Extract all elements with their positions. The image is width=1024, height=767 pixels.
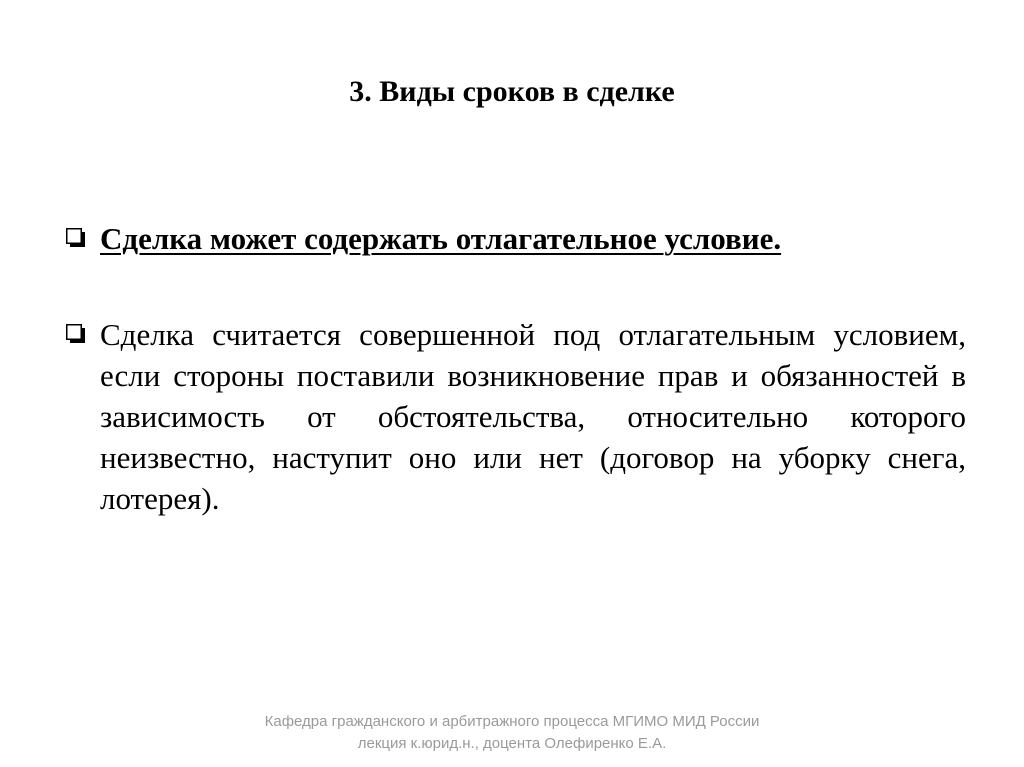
slide-title: 3. Виды сроков в сделке <box>349 75 675 108</box>
footer-lecturer: лекция к.юрид.н., доцента Олефиренко Е.А. <box>357 735 667 752</box>
footer-department: Кафедра гражданского и арбитражного процесса МГИМО МИД России <box>264 713 760 730</box>
bullet-text: Сделка может содержать отлагательное условие. <box>100 221 782 256</box>
bullet-item <box>66 314 966 519</box>
bullet-text: Сделка считается совершенной под отлагательным условием, если стороны поставили возникновение прав и обязанностей в зависимость от обстоятельства, относительно которого неизвестно, наступит оно или нет (договор на уборку снега, лотерея). <box>100 317 966 516</box>
checkbox-bullet-icon <box>66 218 92 256</box>
footer <box>0 711 1024 755</box>
checkbox-bullet-icon <box>66 314 92 352</box>
bullet-item <box>66 218 966 259</box>
